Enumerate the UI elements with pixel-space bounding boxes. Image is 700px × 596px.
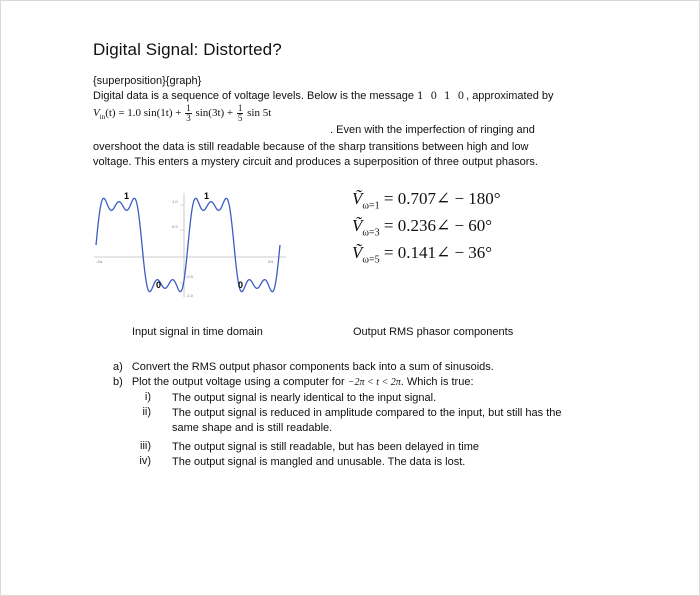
phasor-symbol: Ṽ <box>352 189 363 208</box>
phasor-row <box>352 216 501 243</box>
intro-after: , approximated by <box>466 90 554 102</box>
body-line-2: overshoot the data is still readable because of the sharp transitions between high and low <box>93 141 529 153</box>
message-bits: 1 0 1 0 <box>417 91 467 102</box>
question-b-range: −2π < t < 2π <box>347 377 401 388</box>
option-iv-marker: iv) <box>139 455 151 467</box>
question-b-text: Plot the output voltage using a computer for <box>131 376 345 388</box>
phasor-sub: ω=1 <box>362 200 380 212</box>
tick-label-neg-0.5: -0.5 <box>186 274 193 279</box>
text-after-formula: . Even with the imperfection of ringing and <box>330 124 535 136</box>
body-line-3: voltage. This enters a mystery circuit and produces a superposition of three output phasors. <box>93 156 538 168</box>
phasor-value: = 0.707∠ − 180° <box>383 189 501 208</box>
formula-lhs-rest: (t) = 1.0 sin(1t) + <box>105 107 182 120</box>
bit-label-3: 0 <box>156 280 162 290</box>
fraction-one-third: $\frac{1}{3}$ <box>186 103 191 123</box>
intro-sentence: Digital data is a sequence of voltage levels. Below is the message <box>93 90 415 102</box>
option-ii-text: The output signal is reduced in amplitude compared to the input, but still has the <box>172 407 562 419</box>
question-a-text: Convert the RMS output phasor components back into a sum of sinusoids. <box>131 361 494 373</box>
phasor-sub: ω=3 <box>362 227 380 239</box>
tick-label-0.5: 0.5 <box>172 224 178 229</box>
caption-output: Output RMS phasor components <box>353 326 514 338</box>
formula-lhs: V <box>93 107 100 120</box>
bit-label-1: 1 <box>124 191 130 201</box>
option-ii-text-cont: same shape and is still readable. <box>172 422 333 434</box>
topic-tags: {superposition}{graph} <box>93 75 202 87</box>
phasor-value: = 0.141∠ − 36° <box>383 243 493 262</box>
formula-mid: sin(3t) + <box>195 107 234 120</box>
option-iii-text: The output signal is still readable, but has been delayed in time <box>172 441 479 453</box>
formula-end: sin 5t <box>247 107 272 120</box>
tick-label-1.0: 1.0 <box>172 199 178 204</box>
phasor-row <box>352 189 501 216</box>
bit-label-2: 1 <box>204 191 210 201</box>
phasor-row <box>352 243 501 270</box>
tick-label-2pi: 2π <box>268 259 273 264</box>
intro-text <box>93 89 554 104</box>
bit-label-4: 0 <box>238 280 244 290</box>
phasor-symbol: Ṽ <box>352 216 363 235</box>
tick-label-neg-1.0: -1.0 <box>186 293 193 298</box>
phasor-list <box>352 189 501 270</box>
caption-input: Input signal in time domain <box>132 326 263 338</box>
fraction-one-fifth: $\frac{1}{5}$ <box>237 103 243 123</box>
phasor-sub: ω=5 <box>362 254 380 266</box>
option-i-text: The output signal is nearly identical to the input signal. <box>172 392 437 404</box>
input-signal-graph <box>90 185 290 300</box>
phasor-symbol: Ṽ <box>352 243 363 262</box>
tick-label-neg-2pi: -2π <box>96 259 103 264</box>
question-a-marker: a) <box>113 361 123 373</box>
question-a <box>113 360 494 374</box>
question-b-after: . Which is true: <box>400 376 474 388</box>
page-title: Digital Signal: Distorted? <box>93 40 282 59</box>
option-iv-text: The output signal is mangled and unusable. The data is lost. <box>172 456 466 468</box>
question-b-marker: b) <box>113 376 123 388</box>
option-ii-marker: ii) <box>142 406 151 418</box>
input-formula <box>93 104 271 134</box>
formula-lhs-sub: in <box>99 113 106 122</box>
option-iii-marker: iii) <box>140 440 151 452</box>
option-i-marker: i) <box>144 391 151 403</box>
phasor-value: = 0.236∠ − 60° <box>383 216 493 235</box>
question-b <box>113 375 474 390</box>
